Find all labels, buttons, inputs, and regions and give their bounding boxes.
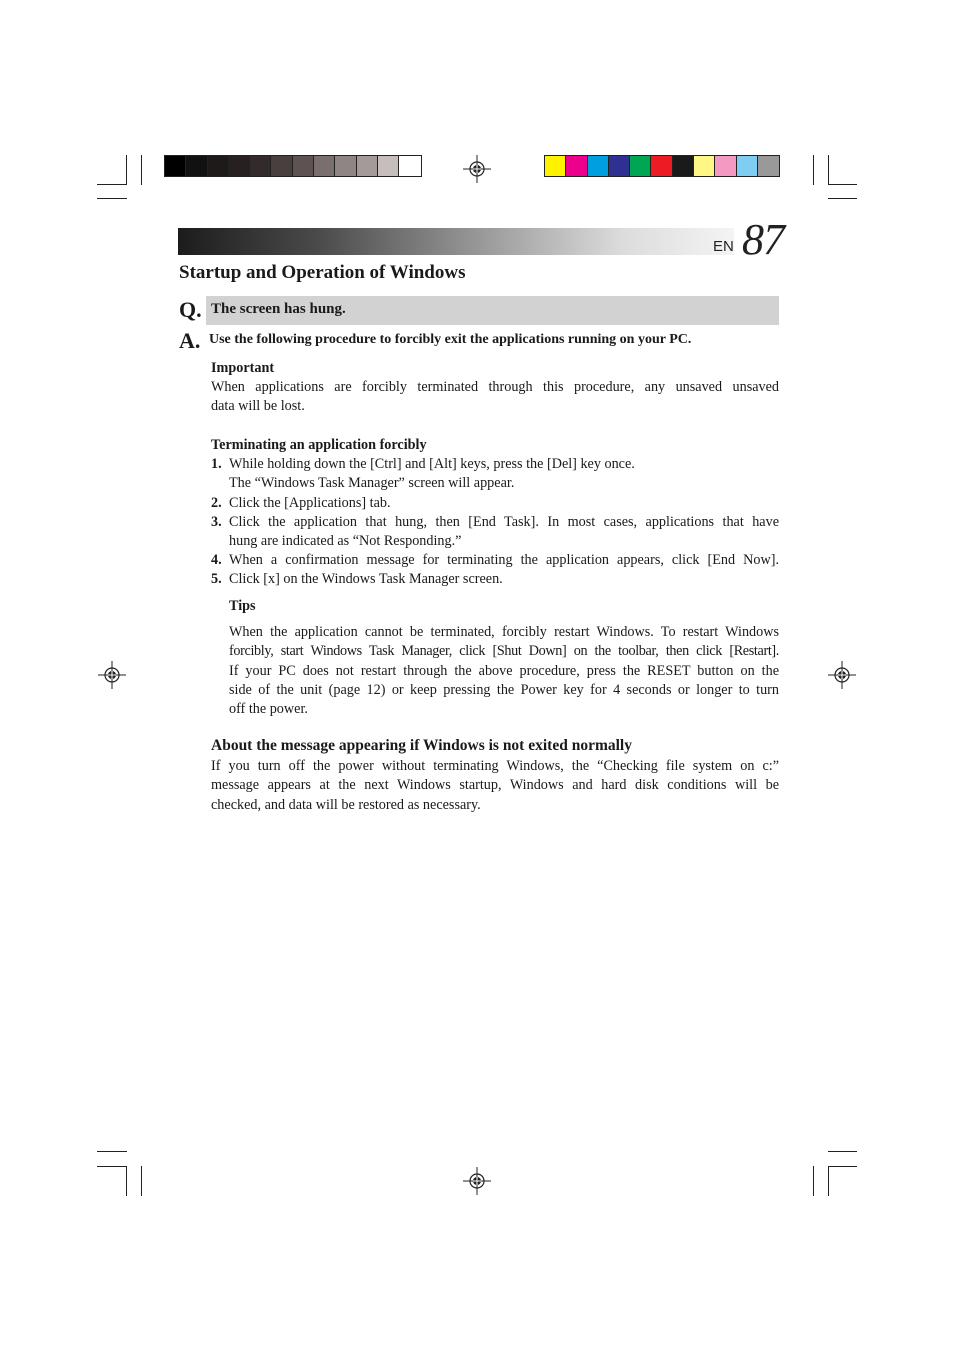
registration-mark-icon — [463, 155, 491, 183]
grayscale-color-bar — [164, 155, 422, 177]
step-item — [211, 551, 779, 570]
step-line: Click [x] on the Windows Task Manager screen. — [229, 571, 503, 587]
crop-mark — [126, 1166, 127, 1196]
crop-mark — [828, 1151, 857, 1152]
step-line: Click the [Applications] tab. — [229, 495, 391, 511]
tips-line: forcibly, start Windows Task Manager, click [Shut Down] on the toolbar, then click [Restart]. — [229, 643, 779, 660]
step-number: 4. — [211, 552, 222, 568]
grayscale-swatch — [293, 156, 314, 176]
about-line: checked, and data will be restored as necessary. — [211, 796, 481, 813]
page-number: 87 — [742, 215, 784, 264]
crop-mark — [97, 198, 127, 199]
process-swatch — [545, 156, 566, 176]
question-text: The screen has hung. — [211, 301, 346, 317]
crop-mark — [813, 1166, 814, 1196]
answer-text: Use the following procedure to forcibly exit the applications running on your PC. — [209, 332, 692, 347]
process-swatch — [737, 156, 758, 176]
header-gradient-bar — [178, 228, 734, 255]
crop-mark — [97, 184, 127, 185]
important-line: When applications are forcibly terminated through this procedure, any unsaved unsaved — [211, 379, 779, 395]
grayscale-swatch — [378, 156, 399, 176]
step-line: While holding down the [Ctrl] and [Alt] keys, press the [Del] key once. — [229, 456, 635, 472]
process-swatch — [715, 156, 736, 176]
tips-heading: Tips — [229, 598, 256, 614]
process-swatch — [673, 156, 694, 176]
crop-mark — [828, 1166, 857, 1167]
grayscale-swatch — [208, 156, 229, 176]
grayscale-swatch — [186, 156, 207, 176]
question-mark-label: Q. — [179, 297, 202, 322]
step-number: 2. — [211, 495, 222, 511]
process-swatch — [588, 156, 609, 176]
language-label: EN — [713, 238, 734, 255]
process-swatch — [651, 156, 672, 176]
important-body — [211, 378, 779, 417]
answer-mark-label: A. — [179, 328, 201, 353]
tips-line: side of the unit (page 12) or keep pressing the Power key for 4 seconds or longer to turn — [229, 681, 779, 698]
about-heading: About the message appearing if Windows is not exited normally — [211, 737, 632, 754]
registration-mark-icon — [828, 661, 856, 689]
about-line: If you turn off the power without terminating Windows, the “Checking file system on c:” — [211, 758, 779, 774]
step-line: The “Windows Task Manager” screen will appear. — [229, 475, 515, 492]
crop-mark — [828, 155, 829, 185]
process-swatch — [609, 156, 630, 176]
step-line: When a confirmation message for terminating the application appears, click [End Now]. — [229, 552, 779, 568]
process-swatch — [758, 156, 779, 176]
grayscale-swatch — [357, 156, 378, 176]
crop-mark — [828, 184, 857, 185]
grayscale-swatch — [271, 156, 292, 176]
registration-mark-icon — [463, 1167, 491, 1195]
step-item — [211, 455, 779, 494]
terminating-heading: Terminating an application forcibly — [211, 437, 427, 453]
crop-mark — [141, 155, 142, 185]
process-swatch — [694, 156, 715, 176]
important-line: data will be lost. — [211, 398, 305, 415]
crop-mark — [126, 155, 127, 185]
grayscale-swatch — [229, 156, 250, 176]
step-item — [211, 494, 779, 513]
process-color-bar — [544, 155, 780, 177]
crop-mark — [828, 198, 857, 199]
grayscale-swatch — [314, 156, 335, 176]
step-line: hung are indicated as “Not Responding.” — [229, 533, 462, 550]
tips-line: When the application cannot be terminated, forcibly restart Windows. To restart Windows — [229, 624, 779, 640]
grayscale-swatch — [335, 156, 356, 176]
step-number: 5. — [211, 571, 222, 587]
about-body — [211, 757, 779, 815]
crop-mark — [828, 1166, 829, 1196]
crop-mark — [97, 1151, 127, 1152]
registration-mark-icon — [98, 661, 126, 689]
tips-line: off the power. — [229, 701, 308, 718]
step-number: 1. — [211, 456, 222, 472]
important-heading: Important — [211, 360, 275, 376]
about-line: message appears at the next Windows startup, Windows and hard disk conditions will be — [211, 777, 779, 794]
crop-mark — [813, 155, 814, 185]
crop-mark — [97, 1166, 127, 1167]
tips-body — [229, 623, 779, 719]
step-line: Click the application that hung, then [End Task]. In most cases, applications that have — [229, 514, 779, 530]
step-number: 3. — [211, 514, 222, 530]
step-item — [211, 513, 779, 552]
section-title: Startup and Operation of Windows — [179, 262, 466, 283]
step-item — [211, 570, 779, 589]
crop-mark — [141, 1166, 142, 1196]
grayscale-swatch — [399, 156, 420, 176]
tips-line: If your PC does not restart through the above procedure, press the RESET button on the — [229, 662, 779, 679]
process-swatch — [630, 156, 651, 176]
process-swatch — [566, 156, 587, 176]
grayscale-swatch — [250, 156, 271, 176]
grayscale-swatch — [165, 156, 186, 176]
